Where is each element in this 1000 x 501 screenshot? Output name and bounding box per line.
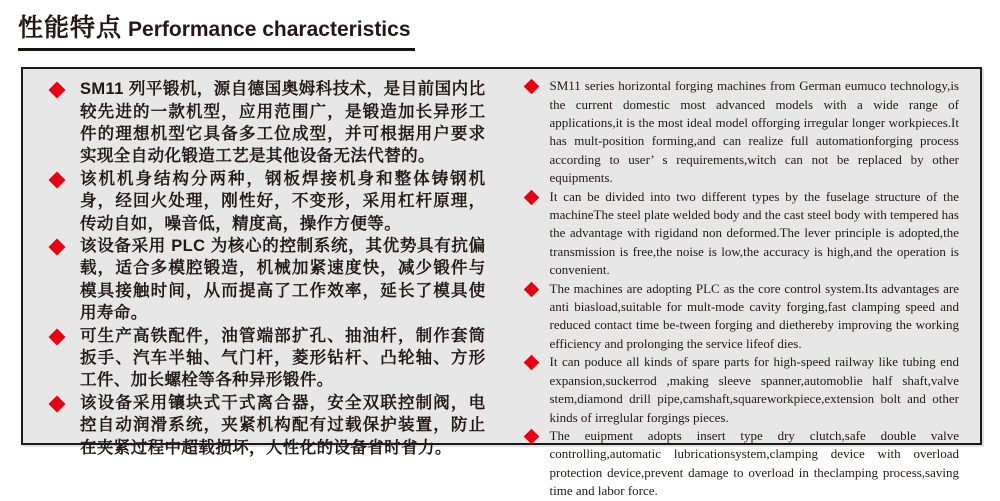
feature-text: It can be divided into two different types by the fuselage structure of the machineThe steel plate welded body and the cast steel body with tempered has the advantage with rigidand non deformed.The lever principle is adopted,the transmission is free,the noise is low,the accuracy is high,and the operation is convenient. [549, 188, 959, 278]
diamond-bullet-icon [523, 79, 539, 95]
feature-item-zh-2 [47, 168, 486, 235]
feature-text: The machines are adopting PLC as the core control system.Its advantages are anti biasload,suitable for mult-mode cavity forging,fast clamping speed and reduced contact time be-tween forging and diethereby improving the working efficiency and prolonging the service lifeof dies. [549, 280, 959, 351]
features-column-chinese [23, 69, 502, 457]
diamond-bullet-icon [49, 239, 66, 256]
page-title [18, 8, 415, 51]
feature-item-en-2 [524, 188, 960, 280]
diamond-bullet-icon [49, 171, 66, 188]
feature-item-en-4 [524, 353, 960, 427]
page-title-chinese: 性能特点 [18, 14, 123, 42]
features-panel [21, 67, 982, 499]
diamond-bullet-icon [49, 328, 66, 345]
diamond-bullet-icon [49, 395, 66, 412]
feature-text: 该设备采用镶块式干式离合器，安全双联控制阀，电控自动润滑系统，夹紧机构配有过载保护装置，防止在夹紧过程中超载损坏，人性化的设备省时省力。 [80, 393, 486, 457]
feature-item-zh-1 [47, 78, 486, 168]
feature-item-en-3 [524, 280, 960, 354]
features-column-english [502, 69, 981, 499]
feature-item-zh-3 [47, 235, 486, 325]
feature-item-zh-5 [47, 392, 486, 459]
feature-text: 可生产高铁配件，油管端部扩孔、抽油杆，制作套筒扳手、汽车半轴、气门杆，菱形钻杆、凸轮轴、方形工件、加长螺栓等各种异形锻件。 [80, 326, 486, 390]
diamond-bullet-icon [523, 355, 539, 371]
feature-item-en-1 [524, 77, 960, 187]
diamond-bullet-icon [523, 189, 539, 205]
diamond-bullet-icon [523, 281, 539, 297]
feature-text: SM11 series horizontal forging machines from German eumuco technology,is the current domestic most advanced models with a wide range of applications,it is the most ideal model offorging irregular longer workpieces.It has mult-position forming,and can realize full automationforging process according to user’ s requirements,witch can not be replaced by other equipments. [549, 78, 959, 186]
diamond-bullet-icon [523, 429, 539, 445]
feature-item-zh-4 [47, 325, 486, 392]
diamond-bullet-icon [49, 82, 66, 99]
feature-text: 该机机身结构分两种，钢板焊接机身和整体铸钢机身，经回火处理，刚性好，不变形，采用杠杆原理，传动自如，噪音低，精度高，操作方便等。 [80, 169, 486, 233]
feature-item-en-5 [524, 427, 960, 501]
feature-text: The euipment adopts insert type dry clutch,safe double valve controlling,automatic lubricationsystem,clamping device with overload protection device,prevent damage to overload in theclamping process,saving time and labor force. [549, 427, 959, 499]
feature-text: SM11 列平锻机，源自德国奥姆科技术，是目前国内比较先进的一款机型，应用范围广，是锻造加长异形工件的理想机型它具备多工位成型，并可根据用户要求实现全自动化锻造工艺是其他设备无法代替的。 [80, 80, 486, 166]
feature-text: 该设备采用 PLC 为核心的控制系统，其优势具有抗偏载，适合多模腔锻造，机械加紧速度快，减少锻件与模具接触时间，从而提高了工作效率，延长了模具使用寿命。 [80, 237, 486, 323]
page-header [18, 8, 1000, 51]
feature-text: It can poduce all kinds of spare parts for high-speed railway like tubing end expansion,suckerrod ,making sleeve spanner,automoblie half shaft,valve stem,diamond drill pipe,camshaft,squareworkpiece,extension bolt and other kinds of irreglular forgings pieces. [549, 354, 959, 425]
page-title-english: Performance characteristics [128, 18, 411, 41]
